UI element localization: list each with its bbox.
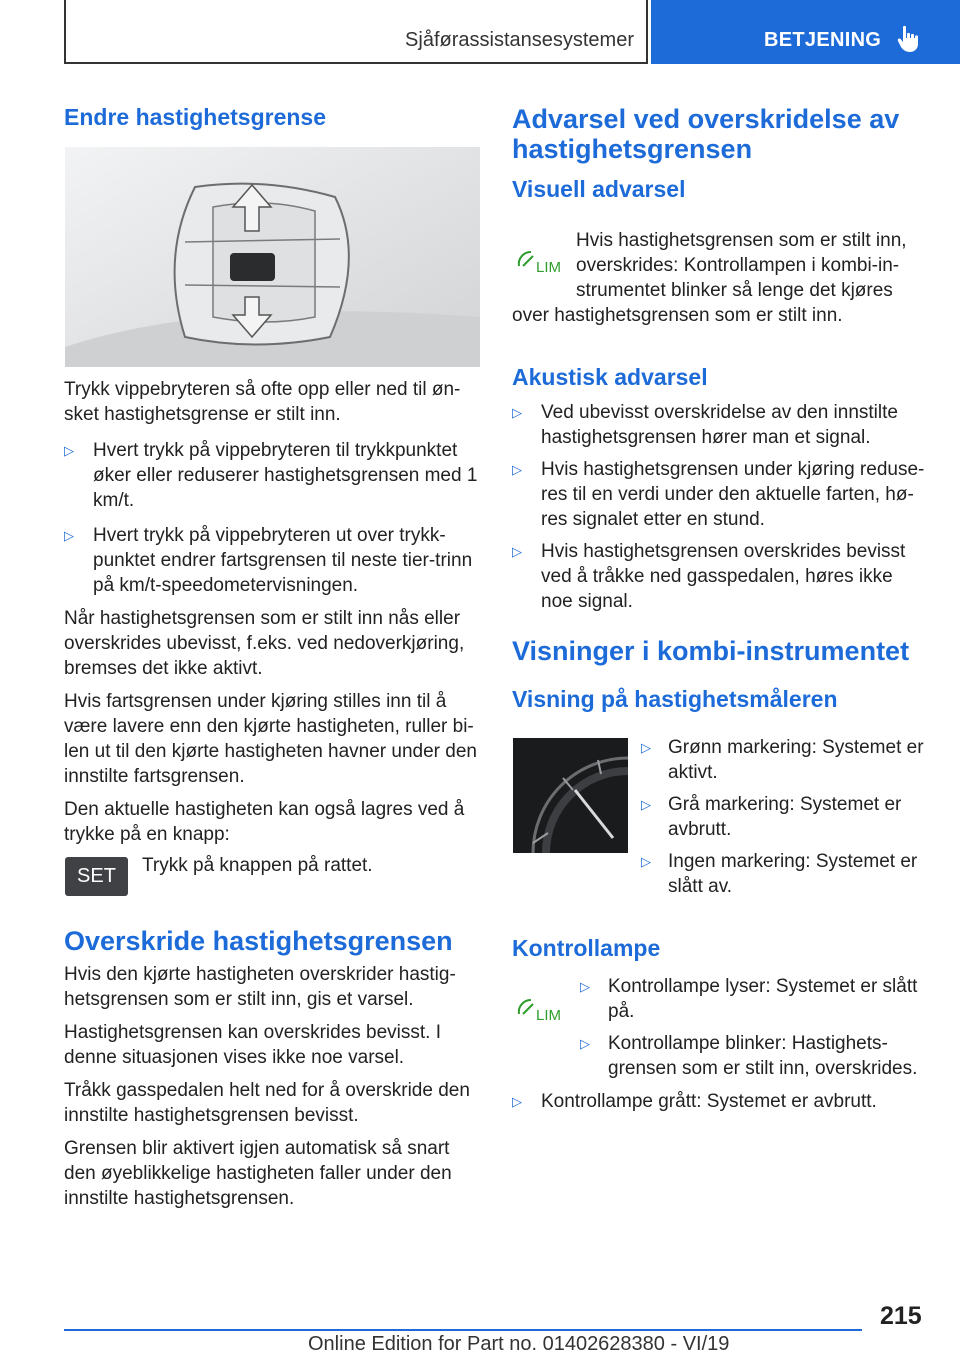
- heading-cluster-displays: Visninger i kombi-instrumentet: [512, 636, 910, 666]
- lamp-list-2: [512, 1089, 928, 1114]
- list-item: ▷ Hvis hastighetsgrensen overskrides bevisst ved å tråkke ned gasspedalen, høres ikke noe signal.: [512, 541, 906, 612]
- hand-pointer-icon: [897, 25, 923, 53]
- svg-text:LIM: LIM: [536, 259, 562, 276]
- set-instruction: Trykk på knappen på rattet.: [142, 855, 373, 876]
- steering-wheel-switch-figure: [65, 147, 480, 367]
- list-item: ▷ Hvert trykk på vippebryteren til trykkpunktet øker eller reduserer hastighetsgrensen med 1 km/t.: [64, 440, 478, 511]
- heading-exceed-limit: Overskride hastighetsgrensen: [64, 926, 453, 956]
- heading-change-limit: Endre hastighetsgrense: [64, 104, 327, 130]
- list-item: ▷ Hvert trykk på vippebryteren ut over trykk‐ punktet endrer fartsgrensen til neste tier-trinn på km/t-speedometervisningen.: [64, 525, 473, 596]
- list-item: ▷ Kontrollampe grått: Systemet er avbrutt.: [512, 1091, 877, 1112]
- triangle-bullet-icon: ▷: [512, 544, 522, 559]
- left-column: [64, 104, 480, 131]
- paragraph: Den aktuelle hastigheten kan også lagres ved å trykke på en knapp:: [64, 799, 465, 845]
- speedo-list: [641, 735, 928, 899]
- triangle-bullet-icon: ▷: [641, 854, 651, 869]
- heading-warning: Advarsel ved overskridelse av hastighetsgrensen: [512, 104, 900, 164]
- edition-note: Online Edition for Part no. 01402628380 - VI/19: [308, 1333, 730, 1355]
- lim-indicator-icon: [515, 994, 567, 1024]
- paragraph: Hvis den kjørte hastigheten overskrider hastig‐ hetsgrensen som er stilt inn, gis et varsel.: [64, 964, 456, 1010]
- visual-warning-text: Hvis hastighetsgrensen som er stilt inn, overskrides: Kontrollampen i kombi-in‐ strumentet blinker så lenge det kjøres over hastighetsgrensen som er stilt inn.: [512, 230, 907, 326]
- header-chapter-label: BETJENING: [764, 29, 882, 51]
- triangle-bullet-icon: ▷: [641, 740, 651, 755]
- list-item: ▷ Grå markering: Systemet er avbrutt.: [641, 794, 902, 840]
- triangle-bullet-icon: ▷: [64, 443, 74, 458]
- triangle-bullet-icon: ▷: [512, 405, 522, 420]
- triangle-bullet-icon: ▷: [512, 1094, 522, 1109]
- page-number: 215: [880, 1302, 922, 1330]
- left-body-2: [64, 926, 480, 1211]
- triangle-bullet-icon: ▷: [580, 1036, 590, 1051]
- right-column: [512, 104, 928, 203]
- header-section-title: Sjåførassistansesystemer: [405, 29, 634, 51]
- heading-speedometer-display: Visning på hastighetsmåleren: [512, 686, 838, 712]
- footer-rule: [64, 1329, 862, 1331]
- header-chapter-tab[interactable]: [651, 0, 960, 64]
- svg-text:LIM: LIM: [536, 1007, 562, 1024]
- triangle-bullet-icon: ▷: [64, 528, 74, 543]
- speedometer-figure: [513, 738, 628, 853]
- paragraph: Hvis fartsgrensen under kjøring stilles inn til å være lavere enn den kjørte hastigheten, ruller bi‐ len ut til den kjørte hastigheten havner under den innstilte fartsgrensen.: [64, 691, 477, 787]
- lamp-list: [580, 974, 928, 1081]
- triangle-bullet-icon: ▷: [580, 979, 590, 994]
- triangle-bullet-icon: ▷: [512, 462, 522, 477]
- list-item: ▷ Hvis hastighetsgrensen under kjøring reduse‐ res til en verdi under den aktuelle farten, hø‐ res signalet etter en stund.: [512, 459, 925, 530]
- heading-acoustic-warning: Akustisk advarsel: [512, 364, 708, 390]
- header-section-box: [64, 0, 648, 64]
- paragraph: Grensen blir aktivert igjen automatisk så snart den øyeblikkelige hastigheten faller under den innstilte hastighetsgrensen.: [64, 1138, 452, 1209]
- lamp-heading-wrap: [512, 935, 928, 962]
- right-body: [512, 364, 928, 713]
- list-item: ▷ Grønn markering: Systemet er aktivt.: [641, 737, 924, 783]
- paragraph: Når hastighetsgrensen som er stilt inn nås eller overskrides ubevisst, f.eks. ved nedoverkjøring, bremses det ikke aktivt.: [64, 608, 465, 679]
- list-item: ▷ Ved ubevisst overskridelse av den innstilte hastighetsgrensen hører man et signal.: [512, 402, 898, 448]
- triangle-bullet-icon: ▷: [641, 797, 651, 812]
- list-item: ▷ Kontrollampe lyser: Systemet er slått på.: [580, 976, 918, 1022]
- paragraph: Hastighetsgrensen kan overskrides bevisst. I denne situasjonen vises ikke noe varsel.: [64, 1022, 442, 1068]
- heading-indicator-lamp: Kontrollampe: [512, 935, 661, 961]
- paragraph: Tråkk gasspedalen helt ned for å overskride den innstilte hastighetsgrensen bevisst.: [64, 1080, 470, 1126]
- visual-warning-text-wrap: [512, 228, 928, 328]
- list-item: ▷ Kontrollampe blinker: Hastighets‐ grensen som er stilt inn, overskrides.: [580, 1033, 918, 1079]
- paragraph: Trykk vippebryteren så ofte opp eller ned til øn‐ sket hastighetsgrense er stilt inn.: [64, 379, 461, 425]
- heading-visual-warning: Visuell advarsel: [512, 176, 686, 202]
- list-item: ▷ Ingen markering: Systemet er slått av.: [641, 851, 918, 897]
- set-button-icon: SET: [65, 857, 128, 896]
- left-body: [64, 377, 480, 847]
